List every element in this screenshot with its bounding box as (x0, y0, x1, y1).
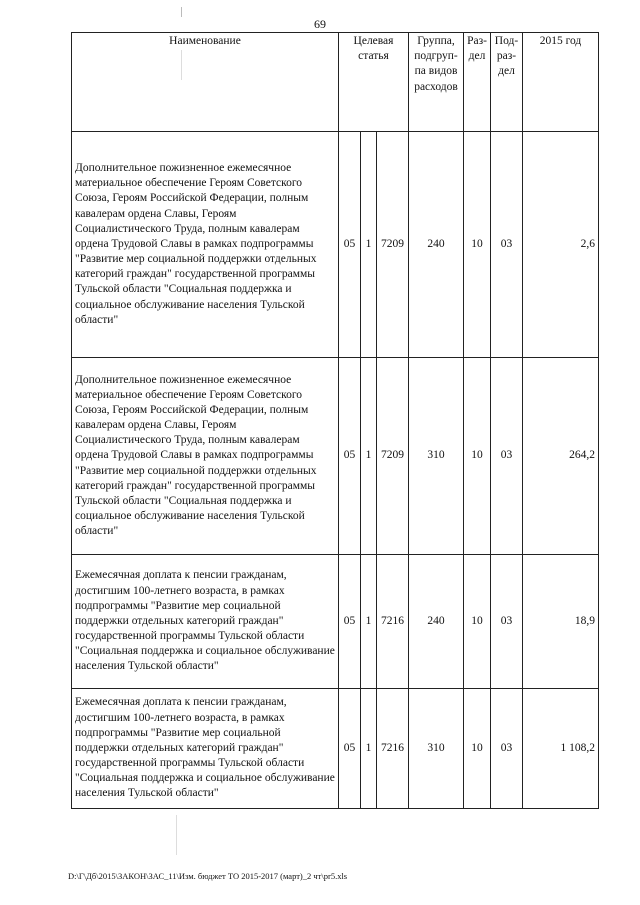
subsection: 03 (491, 132, 523, 358)
expense-group: 310 (409, 358, 464, 555)
target-article-part1: 05 (339, 132, 361, 358)
page-number: 69 (314, 17, 326, 31)
target-article-part3: 7216 (377, 689, 409, 809)
target-article-part2: 1 (361, 132, 377, 358)
table-row (72, 132, 599, 358)
amount-2015: 264,2 (523, 358, 599, 555)
amount-2015: 1 108,2 (523, 689, 599, 809)
amount-2015: 2,6 (523, 132, 599, 358)
target-article-part1: 05 (339, 358, 361, 555)
expense-group: 240 (409, 132, 464, 358)
target-article-part3: 7209 (377, 358, 409, 555)
header-subsection: Под-раз-дел (491, 33, 523, 132)
scan-artifact (181, 7, 182, 17)
row-name: Дополнительное пожизненное ежемесячное материальное обеспечение Героям Советского Союза, Героям Российской Федерации, полным кавалерам ордена Славы, Героям Социалистического Труда, полным кавалерам ордена Трудовой Славы в рамках подпрограммы "Развитие мер социальной поддержки отдельных категорий граждан" государственной программы Тульской области "Социальная поддержка и социальное обслуживание населения Тульской области" (72, 132, 339, 358)
target-article-part1: 05 (339, 689, 361, 809)
header-name: Наименование (72, 33, 339, 132)
header-year-2015: 2015 год (523, 33, 599, 132)
header-target-article: Целевая статья (339, 33, 409, 132)
section: 10 (464, 132, 491, 358)
target-article-part2: 1 (361, 555, 377, 689)
scan-artifact (176, 815, 177, 855)
subsection: 03 (491, 555, 523, 689)
amount-2015: 18,9 (523, 555, 599, 689)
row-name: Ежемесячная доплата к пенсии гражданам, достигшим 100-летнего возраста, в рамках подпрограммы "Развитие мер социальной поддержки отдельных категорий граждан" государственной программы Тульской области "Социальная поддержка и социальное обслуживание населения Тульской области" (72, 555, 339, 689)
file-path-footer: D:\Г\Дб\2015\ЗАКОН\ЗАС_11\Изм. бюджет ТО 2015-2017 (март)_2 чт\pr5.xls (68, 871, 348, 881)
section: 10 (464, 555, 491, 689)
section: 10 (464, 358, 491, 555)
budget-table (71, 32, 599, 809)
expense-group: 310 (409, 689, 464, 809)
header-expense-group: Группа, подгруп-па видов расходов (409, 33, 464, 132)
table-header-row (72, 33, 599, 132)
target-article-part2: 1 (361, 689, 377, 809)
target-article-part1: 05 (339, 555, 361, 689)
row-name: Дополнительное пожизненное ежемесячное материальное обеспечение Героям Советского Союза, Героям Российской Федерации, полным кавалерам ордена Славы, Героям Социалистического Труда, полным кавалерам ордена Трудовой Славы в рамках подпрограммы "Развитие мер социальной поддержки отдельных категорий граждан" государственной программы Тульской области "Социальная поддержка и социальное обслуживание населения Тульской области" (72, 358, 339, 555)
target-article-part2: 1 (361, 358, 377, 555)
target-article-part3: 7209 (377, 132, 409, 358)
header-section: Раз-дел (464, 33, 491, 132)
section: 10 (464, 689, 491, 809)
table-row (72, 358, 599, 555)
table-row (72, 689, 599, 809)
row-name: Ежемесячная доплата к пенсии гражданам, достигшим 100-летнего возраста, в рамках подпрограммы "Развитие мер социальной поддержки отдельных категорий граждан" государственной программы Тульской области "Социальная поддержка и социальное обслуживание населения Тульской области" (72, 689, 339, 809)
subsection: 03 (491, 358, 523, 555)
table-row (72, 555, 599, 689)
subsection: 03 (491, 689, 523, 809)
target-article-part3: 7216 (377, 555, 409, 689)
expense-group: 240 (409, 555, 464, 689)
